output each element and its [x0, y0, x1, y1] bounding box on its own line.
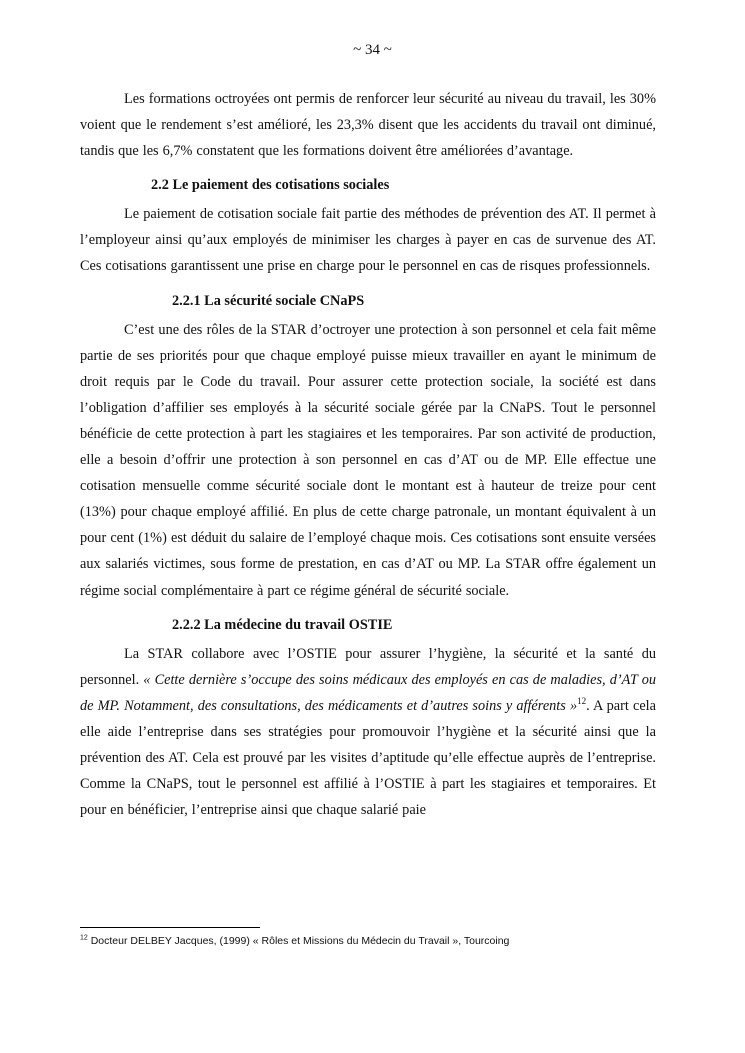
- section-heading-2-2-1: 2.2.1 La sécurité sociale CNaPS: [172, 292, 365, 309]
- section-heading-2-2-2: 2.2.2 La médecine du travail OSTIE: [172, 616, 393, 633]
- page-number: ~ 34 ~: [353, 42, 392, 58]
- footnote-number: 12: [80, 934, 88, 942]
- page-body: [80, 86, 656, 831]
- paragraph-cnaps: C’est une des rôles de la STAR d’octroyer une protection à son personnel et cela fait même partie de ses priorités pour que chaque employé puisse mieux travailler en ayant le minimum de droit requis par le Code du travail. Pour assurer cette protection sociale, la société est dans l’obligation d’affilier ses employés à la sécurité sociale gérée par la CNaPS. Tout le personnel bénéficie de cette protection à part les stagiaires et les temporaires. Par son activité de production, elle a besoin d’offrir une protection à son personnel en cas d’AT ou de MP. Elle effectue une cotisation mensuelle comme sécurité sociale dont le montant est à hauteur de treize pour cent (13%) pour chaque employé affilié. En plus de cette charge patronale, un montant équivalent à un pour cent (1%) est déduit du salaire de l’employé chaque mois. Ces cotisations sont ensuite versées aux salariés victimes, sous forme de prestation, en cas d’AT ou MP. La STAR offre également un régime social complémentaire à part ce régime général de sécurité sociale.: [80, 321, 656, 599]
- footnote-separator: [80, 927, 260, 928]
- paragraph-ostie: [80, 641, 656, 824]
- paragraph-formations: Les formations octroyées ont permis de renforcer leur sécurité au niveau du travail, les 30% voient que le rendement s’est amélioré, les 23,3% disent que les accidents du travail ont diminué, tandis que les 6,7% constatent que les formations doivent être améliorées d’avantage.: [80, 91, 656, 160]
- section-heading-2-2: 2.2 Le paiement des cotisations sociales: [151, 177, 390, 194]
- paragraph-cotisations: Le paiement de cotisation sociale fait partie des méthodes de prévention des AT. Il permet à l’employeur ainsi qu’aux employés de minimiser les charges à payer en cas de survenue des AT. Ces cotisations garantissent une prise en charge pour le personnel en cas de risques professionnels.: [80, 206, 656, 275]
- footnote: [80, 934, 680, 948]
- ostie-quote: « Cette dernière s’occupe des soins médicaux des employés en cas de maladies, d’AT ou de MP. Notamment, des consultations, des médicaments et d’autres soins y afférents »: [80, 671, 656, 714]
- footnote-text: Docteur DELBEY Jacques, (1999) « Rôles et Missions du Médecin du Travail », Tourcoing: [87, 935, 510, 947]
- footnote-reference[interactable]: 12: [577, 696, 587, 707]
- ostie-tail-text: . A part cela elle aide l’entreprise dans ses stratégies pour promouvoir l’hygiène et la sécurité ainsi que la prévention des AT. Cela est prouvé par les visites d’aptitude qu’elle effectue auprès de l’entreprise. Comme la CNaPS, tout le personnel est affilié à l’OSTIE à part les stagiaires et temporaires. Et pour en bénéficier, l’entreprise ainsi que chaque salarié paie: [80, 697, 656, 819]
- ostie-lead-text: La STAR collabore avec l’OSTIE pour assurer l’hygiène, la sécurité et la santé du personnel.: [80, 645, 656, 688]
